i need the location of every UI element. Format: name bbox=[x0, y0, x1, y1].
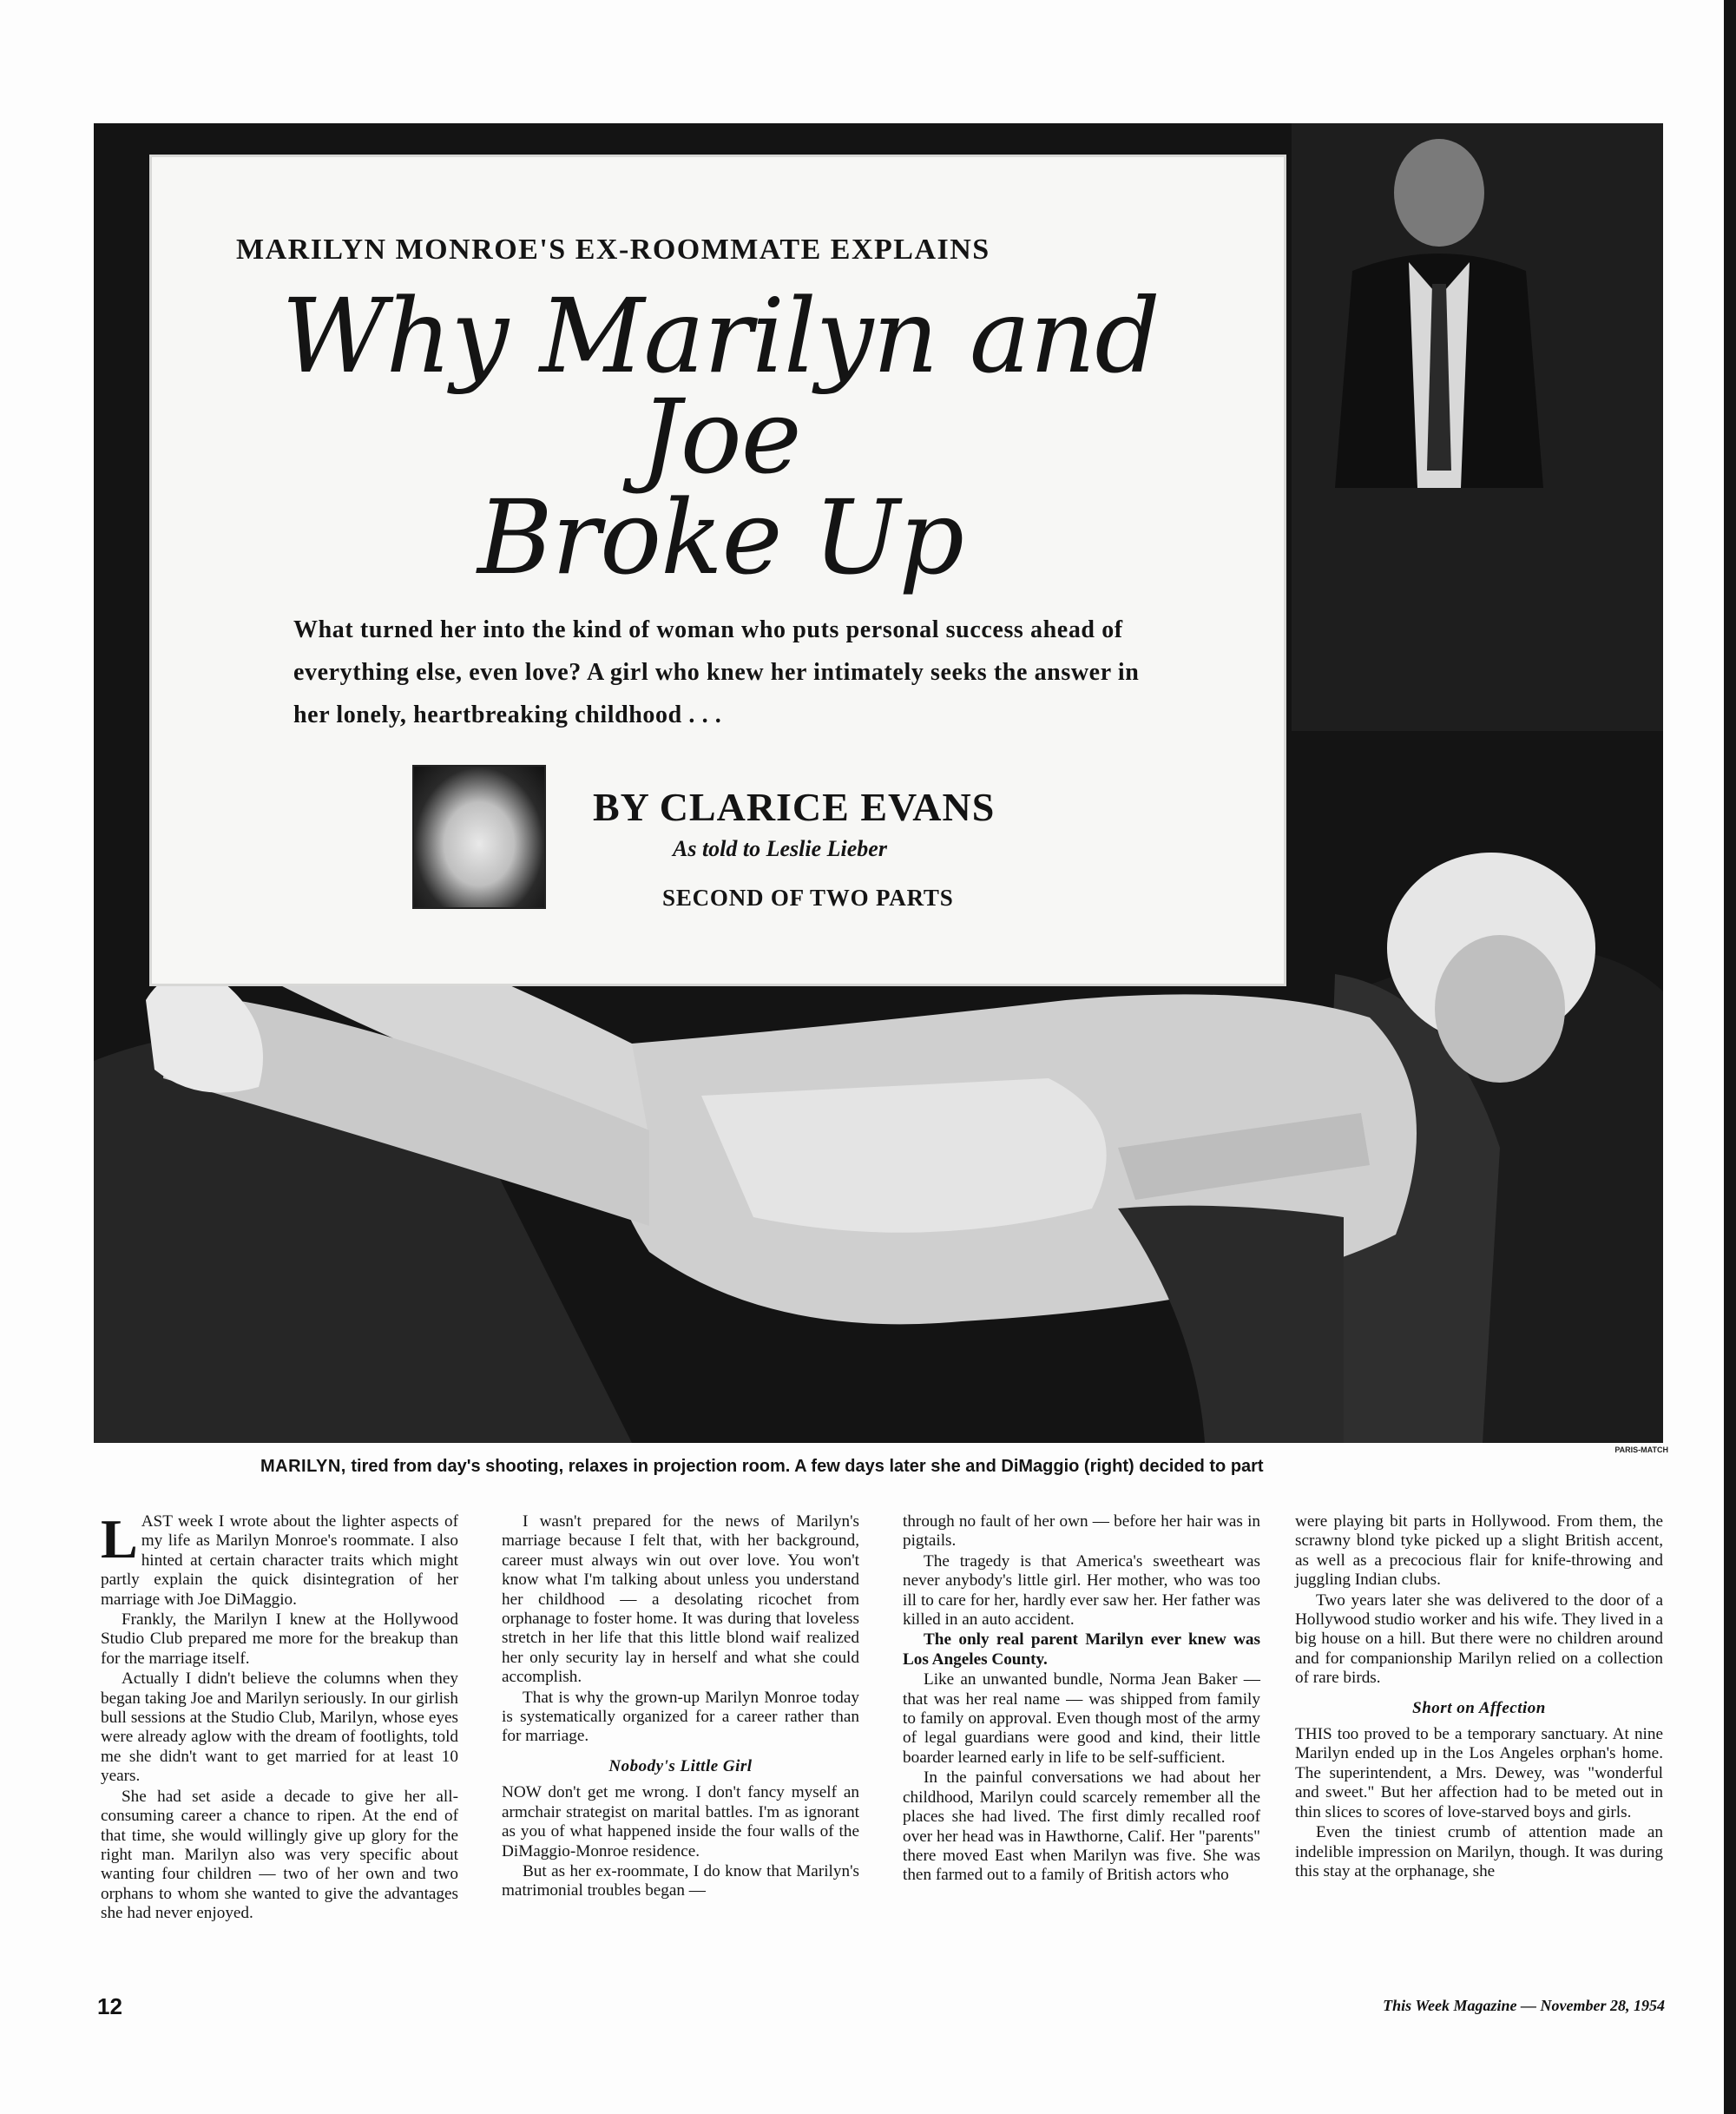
series-part: SECOND OF TWO PARTS bbox=[662, 885, 954, 911]
paragraph: The tragedy is that America's sweetheart was never anybody's little girl. Her mother, who was too ill to care for her, hardly ever saw her. Her father was killed in an auto accident. bbox=[903, 1551, 1260, 1630]
paragraph: She had set aside a decade to give her all-consuming career a chance to ripen. At the end of that time, she would willingly give up glory for the right man. Marilyn also was very specific about wanting four children — two of her own and two orphans to whom she wanted to give the advantages she had never enjoyed. bbox=[101, 1787, 458, 1923]
headline-line-1: Why Marilyn and Joe bbox=[281, 276, 1160, 497]
paragraph: But as her ex-roommate, I do know that Marilyn's matrimonial troubles began — bbox=[502, 1861, 859, 1900]
photo-man-right bbox=[1309, 123, 1569, 488]
paragraph: were playing bit parts in Hollywood. From them, the scrawny blond tyke picked up a slight British accent, as well as a precocious flair for knife-throwing and juggling Indian clubs. bbox=[1295, 1512, 1663, 1590]
as-told-to: As told to Leslie Lieber bbox=[673, 836, 887, 861]
kicker: MARILYN MONROE'S EX-ROOMMATE EXPLAINS bbox=[236, 234, 990, 266]
headline bbox=[221, 276, 1220, 597]
paragraph: through no fault of her own — before her hair was in pigtails. bbox=[903, 1512, 1260, 1551]
paragraph: Even the tiniest crumb of attention made an indelible impression on Marilyn, though. It was during this stay at the orphanage, she bbox=[1295, 1823, 1663, 1880]
page-number: 12 bbox=[97, 1993, 122, 2019]
drop-cap: L bbox=[101, 1508, 138, 1570]
column-2 bbox=[502, 1512, 859, 1902]
subhead: Short on Affection bbox=[1412, 1698, 1546, 1717]
photo-credit: PARIS-MATCH bbox=[1614, 1446, 1668, 1454]
paragraph: Actually I didn't believe the columns when they began taking Joe and Marilyn seriously. In our girlish bull sessions at the Studio Club, Marilyn, whose eyes were already aglow with the dream of footlights, told me she didn't want to get married for at least 10 years. bbox=[101, 1669, 458, 1786]
subhead: Nobody's Little Girl bbox=[608, 1756, 753, 1775]
paragraph bbox=[101, 1508, 458, 1610]
byline: BY CLARICE EVANS bbox=[593, 785, 996, 829]
paragraph: That is why the grown-up Marilyn Monroe today is systematically organized for a career rather than for marriage. bbox=[502, 1688, 859, 1746]
paragraph: NOW don't get me wrong. I don't fancy myself an armchair strategist on marital battles. I'm as ignorant as you of what happened inside the four walls of the DiMaggio-Monroe residence. bbox=[502, 1783, 859, 1860]
paragraph: In the painful conversations we had about her childhood, Marilyn could scarcely remember all the places she had lived. The first dimly recalled roof over her head was in Hawthorne, Calif. Her "parents" there moved East when Marilyn was five. She was then farmed out to a family of British actors who bbox=[903, 1768, 1260, 1885]
column-3 bbox=[903, 1512, 1260, 1887]
headline-line-2: Broke Up bbox=[477, 477, 963, 597]
dateline: This Week Magazine — November 28, 1954 bbox=[1383, 1997, 1665, 2014]
paragraph: THIS too proved to be a temporary sanctuary. At nine Marilyn ended up in the Los Angeles orphan's home. The superintendent, a Mrs. Dewey, was "wonderful and sweet." But her affection had to be meted out in thin slices to scores of love-starved boys and girls. bbox=[1295, 1725, 1663, 1821]
paragraph: I wasn't prepared for the news of Marilyn's marriage because I felt that, with her background, career must always win out over love. You won't know what I'm talking about unless you understand her childhood — a desolating ricochet from orphanage to foster home. It was during that loveless stretch in her life that this little blond waif realized her only security lay in herself and what she could accomplish. bbox=[502, 1512, 859, 1687]
caption-text: tired from day's shooting, relaxes in projection room. A few days later she and DiMaggio (right) decided to part bbox=[345, 1457, 1264, 1476]
column-1 bbox=[101, 1508, 458, 1925]
paragraph: Two years later she was delivered to the door of a Hollywood studio worker and his wife. They lived in a big house on a hill. But there were no children around and for companionship Marilyn relied on a collection of rare birds. bbox=[1295, 1590, 1663, 1688]
column-4 bbox=[1295, 1512, 1663, 1882]
dek: What turned her into the kind of woman who puts personal success ahead of everything else, even love? A girl who knew her intimately seeks the answer in her lonely, heartbreaking childhood . . . bbox=[293, 616, 1140, 728]
page-edge-bar bbox=[1724, 0, 1736, 2114]
author-portrait bbox=[412, 765, 546, 909]
paragraph: Frankly, the Marilyn I knew at the Hollywood Studio Club prepared me more for the breakup than for the marriage itself. bbox=[101, 1610, 458, 1668]
photo-caption bbox=[260, 1457, 1562, 1477]
paragraph: Like an unwanted bundle, Norma Jean Baker — that was her real name — was shipped from family to family on approval. Even though most of the army of legal guardians were good and kind, their little boarder learned early in life to be self-sufficient. bbox=[903, 1670, 1260, 1767]
paragraph-text: AST week I wrote about the lighter aspects of my life as Marilyn Monroe's roommate. I also hinted at certain character traits which might partly explain the quick disintegration of her marriage with Joe DiMaggio. bbox=[101, 1512, 458, 1609]
caption-lead: MARILYN, bbox=[260, 1457, 346, 1476]
pull-sentence: The only real parent Marilyn ever knew was Los Angeles County. bbox=[903, 1630, 1260, 1669]
title-card bbox=[149, 155, 1286, 986]
